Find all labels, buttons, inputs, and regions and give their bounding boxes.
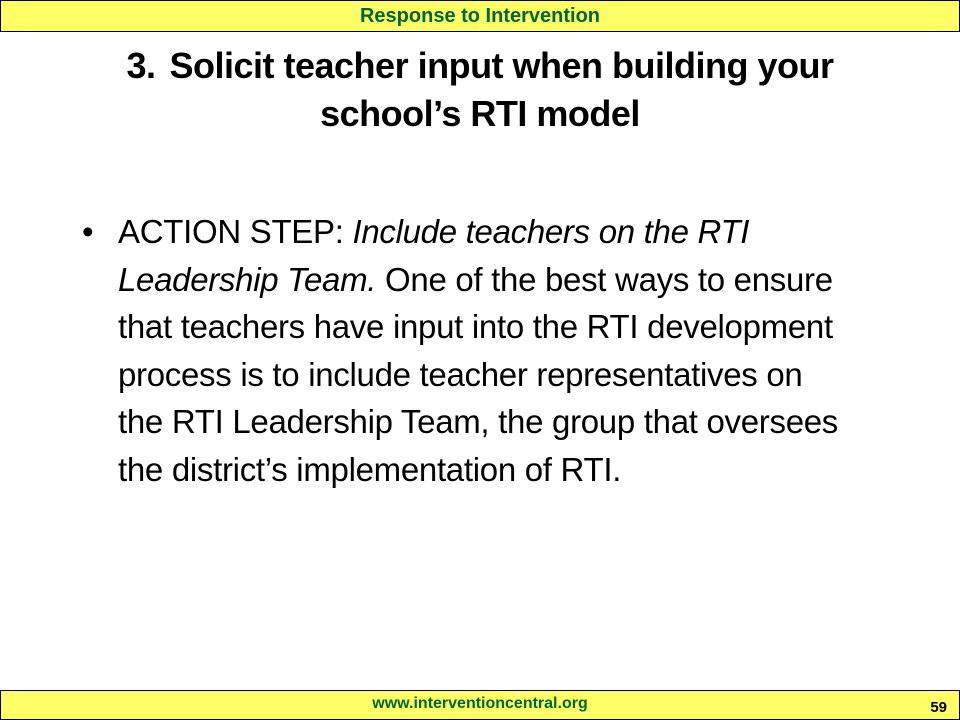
bullet-italic: Include teachers on the RTI Leadership Team. [118, 213, 750, 298]
bullet-text [118, 208, 842, 493]
slide-title-text: Solicit teacher input when building your school’s RTI model [169, 45, 834, 134]
footer-url: www.interventioncentral.org [372, 695, 588, 712]
slide-title [100, 42, 860, 138]
bullet-symbol: • [82, 213, 94, 250]
page-number: 59 [930, 699, 947, 716]
bullet-lead: ACTION STEP: [118, 213, 353, 250]
slide-title-number: 3. [126, 45, 156, 86]
header-bar [0, 0, 960, 32]
header-title: Response to Intervention [359, 4, 601, 27]
list-item [82, 208, 842, 493]
bullet-list [82, 208, 842, 493]
bullet-body: One of the best ways to ensure that teachers have input into the RTI development process is to include teacher representatives on the RTI Leadership Team, the group that oversees the district’s implementation of RTI. [118, 260, 838, 488]
footer-bar [0, 690, 960, 720]
